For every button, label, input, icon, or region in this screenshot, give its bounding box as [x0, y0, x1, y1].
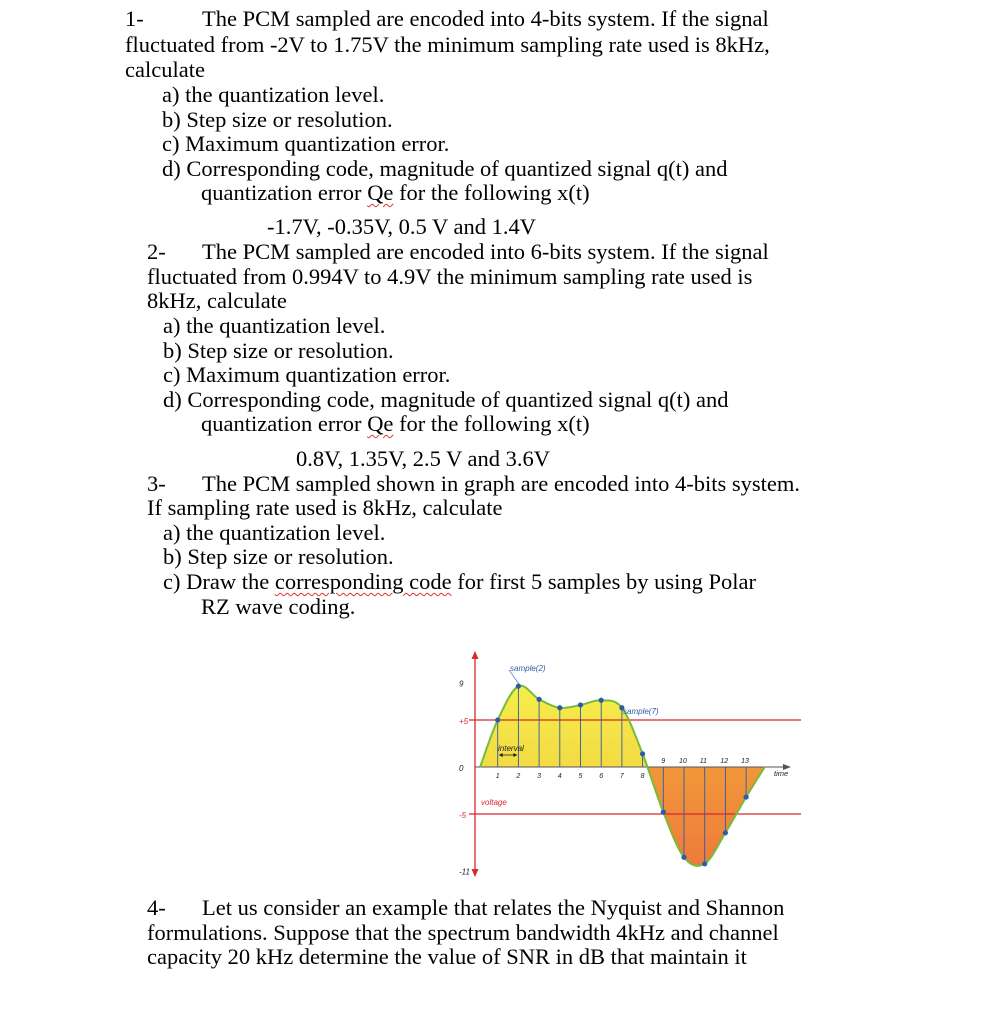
x-tick-label: 6 [599, 773, 604, 780]
list-item: a) the quantization level. [163, 313, 386, 338]
list-item: d) Corresponding code, magnitude of quantized signal q(t) and [163, 387, 729, 412]
values-line: 0.8V, 1.35V, 2.5 V and 3.6V [296, 446, 550, 471]
list-item: a) the quantization level. [163, 520, 386, 545]
list-item-continuation: quantization error Qe for the following x(t) [201, 180, 590, 205]
x-tick-label: 4 [557, 773, 562, 780]
x-axis-label: time [774, 769, 789, 778]
annotation-voltage: voltage [481, 798, 507, 807]
question-number: 1- [125, 6, 144, 31]
x-tick-label: 12 [720, 758, 729, 765]
spellcheck-word: Qe [367, 180, 394, 205]
y-tick-label: -5 [459, 811, 467, 820]
list-item: b) Step size or resolution. [162, 107, 393, 132]
y-tick-label: +5 [459, 717, 469, 726]
list-item: a) the quantization level. [162, 82, 385, 107]
spellcheck-phrase: corresponding code [274, 569, 452, 594]
x-tick-label: 11 [699, 758, 707, 765]
question-number: 3- [147, 471, 166, 496]
sample-point [599, 698, 604, 703]
annotation-sample-7: sample(7) [623, 707, 659, 716]
question-text: fluctuated from -2V to 1.75V the minimum sampling rate used is 8kHz, [125, 32, 770, 57]
x-tick-label: 8 [640, 773, 645, 780]
y-axis-arrow-up [472, 651, 479, 659]
question-text: The PCM sampled are encoded into 6-bits system. If the signal [202, 239, 769, 264]
list-item: c) Maximum quantization error. [163, 362, 451, 387]
y-tick-label: -11 [459, 867, 470, 877]
question-number: 4- [147, 895, 166, 920]
sample-point [661, 810, 666, 815]
y-axis-arrow-down [472, 869, 479, 877]
question-text: formulations. Suppose that the spectrum bandwidth 4kHz and channel [147, 920, 779, 945]
sample-point [557, 705, 562, 710]
values-line: -1.7V, -0.35V, 0.5 V and 1.4V [267, 214, 536, 239]
list-item: b) Step size or resolution. [163, 338, 394, 363]
x-tick-label: 13 [741, 758, 749, 765]
list-item: d) Corresponding code, magnitude of quantized signal q(t) and [162, 156, 728, 181]
question-text: calculate [125, 57, 205, 82]
x-tick-label: 3 [537, 773, 542, 780]
x-tick-label: 2 [516, 773, 521, 780]
sample-point [578, 702, 583, 707]
sample-point [681, 855, 686, 860]
sample-point [537, 697, 542, 702]
sample-point [640, 751, 645, 756]
x-tick-label: 10 [679, 758, 687, 765]
sample-point [495, 717, 500, 722]
list-item: c) Draw the corresponding code for first 5 samples by using Polar [163, 569, 756, 594]
list-item: c) Maximum quantization error. [162, 131, 450, 156]
y-tick-label: 0 [459, 764, 464, 773]
question-number: 2- [147, 239, 166, 264]
x-tick-label: 9 [661, 758, 666, 765]
annotation-sample-2: sample(2) [510, 664, 546, 673]
sample-point [744, 794, 749, 799]
question-text: The PCM sampled shown in graph are encoded into 4-bits system. [202, 471, 801, 496]
question-text: capacity 20 kHz determine the value of SNR in dB that maintain it [147, 944, 747, 969]
x-tick-label: 5 [578, 773, 583, 780]
list-item: b) Step size or resolution. [163, 544, 394, 569]
sample-point [723, 830, 728, 835]
x-tick-label: 1 [495, 773, 500, 780]
annotation-interval: interval [498, 744, 524, 753]
pcm-sample-chart [425, 645, 805, 880]
y-tick-label: 9 [459, 679, 464, 689]
question-text: 8kHz, calculate [147, 288, 287, 313]
question-text: If sampling rate used is 8kHz, calculate [147, 495, 503, 520]
list-item-continuation: RZ wave coding. [201, 594, 356, 619]
question-text: fluctuated from 0.994V to 4.9V the minimum sampling rate used is [147, 264, 753, 289]
x-tick-label: 7 [619, 773, 624, 780]
spellcheck-word: Qe [367, 411, 394, 436]
sample-point [702, 861, 707, 866]
question-text: Let us consider an example that relates the Nyquist and Shannon [202, 895, 785, 920]
question-text: The PCM sampled are encoded into 4-bits system. If the signal [202, 6, 769, 31]
list-item-continuation: quantization error Qe for the following x(t) [201, 411, 590, 436]
